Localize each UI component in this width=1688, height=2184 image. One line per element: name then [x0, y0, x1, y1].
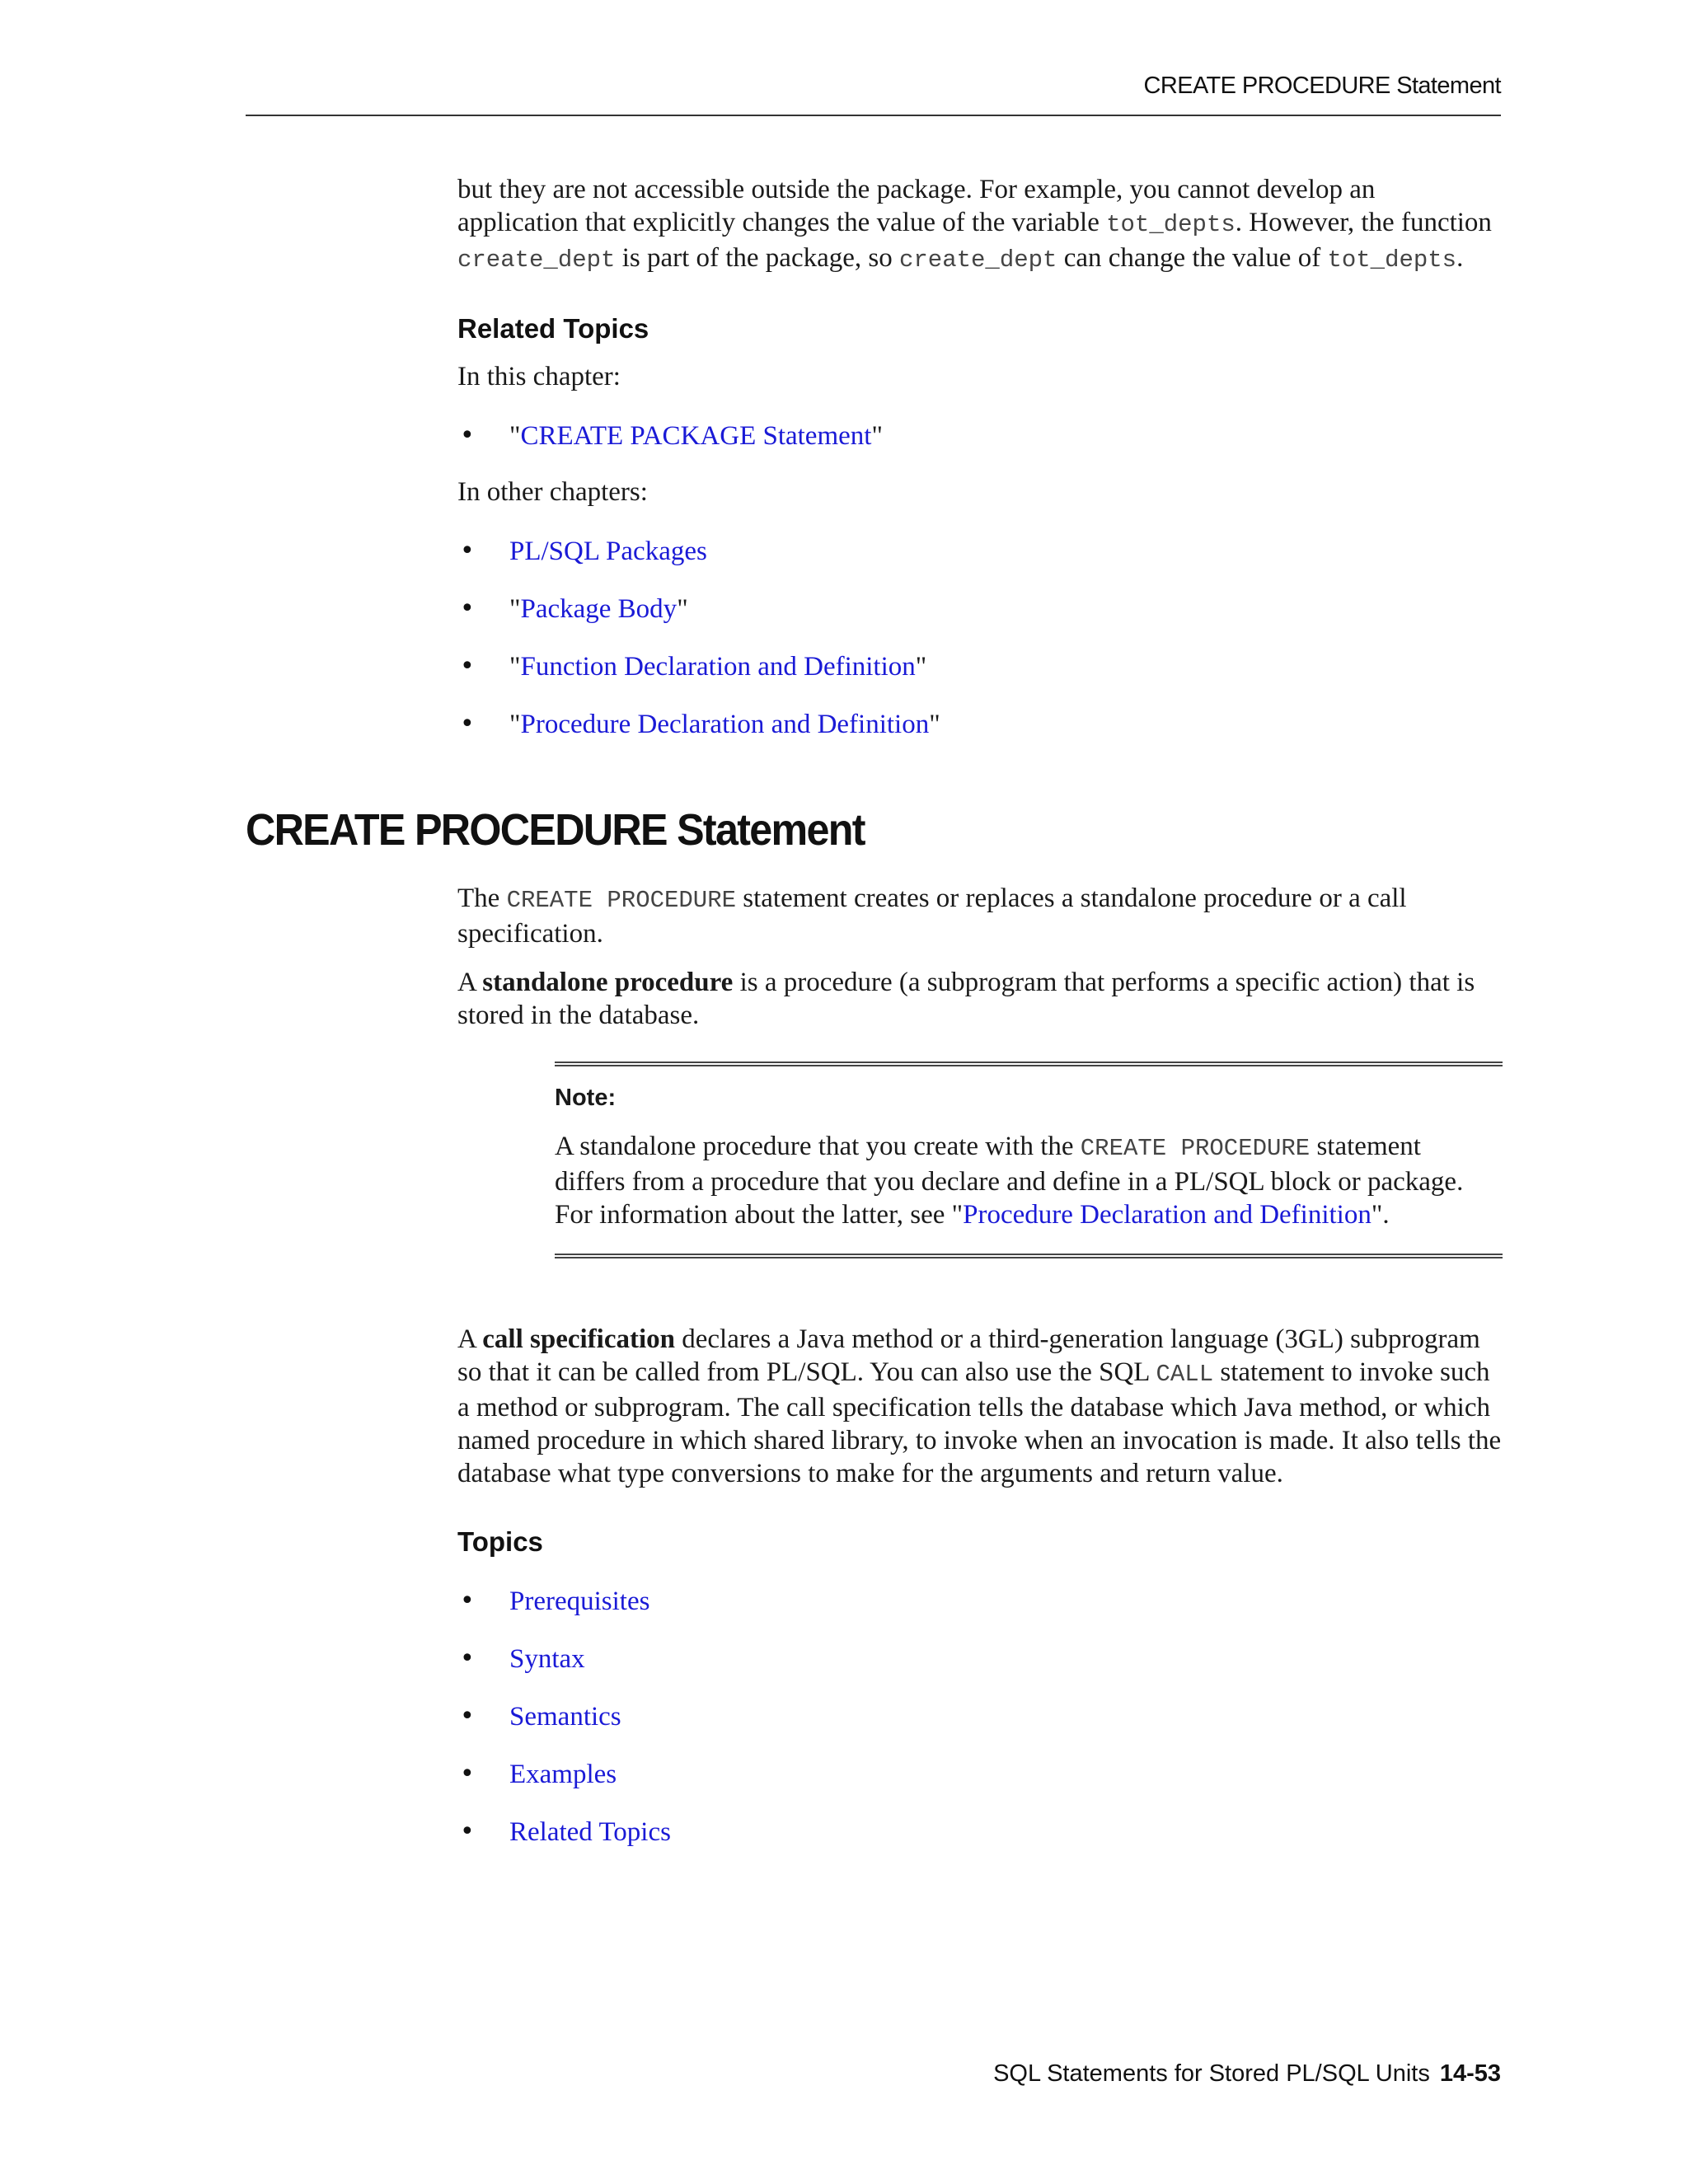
bullet-icon: •: [460, 652, 475, 681]
bullet-icon: •: [460, 537, 475, 565]
bullet-icon: •: [460, 1586, 475, 1615]
running-header: CREATE PROCEDURE Statement: [1143, 73, 1501, 99]
list-item: • "CREATE PACKAGE Statement": [460, 421, 883, 451]
bullet-icon: •: [460, 421, 475, 450]
lower-content: [457, 1323, 1503, 1849]
related-topics-heading: Related Topics: [457, 313, 649, 344]
code-create-dept: create_dept: [899, 246, 1057, 274]
note-bottom-rule: [555, 1254, 1503, 1258]
bullet-icon: •: [460, 1760, 475, 1788]
link-examples[interactable]: Examples: [509, 1760, 617, 1789]
note-top-rule: [555, 1062, 1503, 1066]
footer-book-title: SQL Statements for Stored PL/SQL Units: [993, 2060, 1430, 2087]
code-call: CALL: [1156, 1361, 1214, 1388]
in-other-chapters-label: In other chapters:: [457, 477, 648, 507]
note-box: [555, 1062, 1503, 1258]
link-syntax[interactable]: Syntax: [509, 1644, 585, 1674]
link-semantics[interactable]: Semantics: [509, 1702, 621, 1732]
list-item: • "Function Declaration and Definition": [460, 652, 927, 682]
list-item: [457, 535, 1503, 568]
code-create-dept: create_dept: [457, 246, 616, 274]
link-package-body[interactable]: Package Body: [520, 594, 678, 624]
page-footer: [993, 2060, 1501, 2088]
header-rule: [246, 115, 1501, 116]
term-call-specification: call specification: [482, 1324, 675, 1354]
code-create-procedure: CREATE PROCEDURE: [506, 887, 737, 914]
bullet-icon: •: [460, 1702, 475, 1731]
code-tot-depts: tot_depts: [1327, 246, 1457, 274]
topics-list: [457, 1585, 1503, 1849]
intro-paragraph: but they are not accessible outside the package. For example, you cannot develop an application that explicitly changes the value of the variable tot_depts. However, the function create_dept is part of the package, so create_dept can change the value of tot_depts.: [457, 175, 1492, 274]
code-create-procedure: CREATE PROCEDURE: [1080, 1135, 1311, 1162]
list-item: [457, 1643, 1503, 1675]
link-procedure-declaration[interactable]: Procedure Declaration and Definition: [963, 1200, 1372, 1230]
standalone-paragraph: A standalone procedure is a procedure (a subprogram that performs a specific action) that is stored in the database.: [457, 968, 1475, 1030]
upper-content: [457, 173, 1503, 741]
link-prerequisites[interactable]: Prerequisites: [509, 1586, 650, 1616]
list-item: [457, 1585, 1503, 1618]
section-content: [457, 882, 1503, 1032]
term-standalone-procedure: standalone procedure: [482, 968, 734, 997]
note-label: Note:: [555, 1085, 617, 1111]
bullet-icon: •: [460, 710, 475, 738]
list-item: • "Package Body": [460, 594, 688, 624]
section-intro-paragraph: The CREATE PROCEDURE statement creates or replaces a standalone procedure or a call specification.: [457, 883, 1407, 949]
bullet-icon: •: [460, 1817, 475, 1846]
note-text: A standalone procedure that you create with the CREATE PROCEDURE statement differs from a procedure that you declare and define in a PL/SQL block or package. For information about the latter, see "Procedure Declaration and Definition".: [555, 1132, 1464, 1230]
link-related-topics[interactable]: Related Topics: [509, 1817, 671, 1847]
list-item: • "Procedure Declaration and Definition": [460, 710, 940, 739]
page-number: 14-53: [1439, 2060, 1501, 2087]
code-tot-depts: tot_depts: [1106, 211, 1236, 238]
list-item: [457, 1816, 1503, 1849]
callspec-paragraph: A call specification declares a Java method or a third-generation language (3GL) subprogram so that it can be called from PL/SQL. You can also use the SQL CALL statement to invoke such a method or subprogram. The call specification tells the database which Java method, or which named procedure in which shared library, to invoke when an invocation is made. It also tells the database what type conversions to make for the arguments and return value.: [457, 1324, 1502, 1488]
link-procedure-declaration[interactable]: Procedure Declaration and Definition: [520, 710, 930, 739]
bullet-icon: •: [460, 1644, 475, 1673]
in-this-chapter-label: In this chapter:: [457, 362, 621, 391]
link-function-declaration[interactable]: Function Declaration and Definition: [520, 652, 916, 682]
link-create-package-statement[interactable]: CREATE PACKAGE Statement: [520, 421, 872, 451]
other-chapters-list: [457, 535, 1503, 741]
list-item: [457, 1700, 1503, 1733]
bullet-icon: •: [460, 594, 475, 623]
this-chapter-list: [457, 419, 1503, 452]
list-item: [457, 1758, 1503, 1791]
link-plsql-packages[interactable]: PL/SQL Packages: [509, 537, 707, 566]
topics-heading: Topics: [457, 1526, 543, 1557]
section-title: CREATE PROCEDURE Statement: [246, 805, 865, 855]
